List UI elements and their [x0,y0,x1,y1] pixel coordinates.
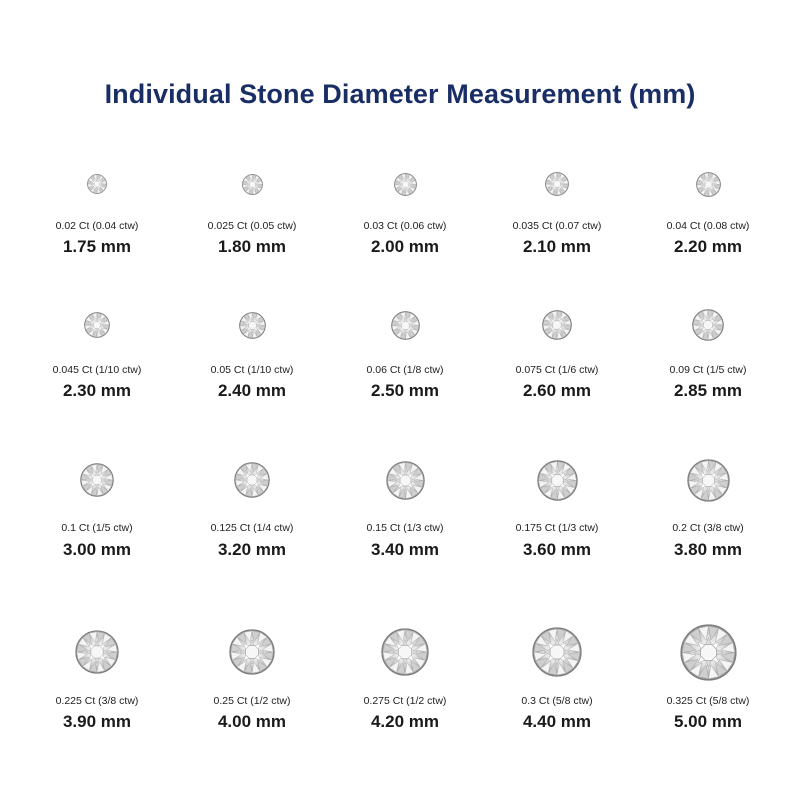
diamond-icon [242,174,263,195]
diamond-icon [692,309,724,341]
carat-label: 0.175 Ct (1/3 ctw) [515,522,599,534]
diamond-icon [234,462,270,498]
stone-image [172,629,332,675]
diameter-label: 2.85 mm [673,381,743,400]
carat-label: 0.05 Ct (1/10 ctw) [210,364,294,376]
carat-label: 0.2 Ct (3/8 ctw) [672,522,744,534]
stone-image [17,174,177,194]
diameter-label: 2.50 mm [370,381,440,400]
page-title: Individual Stone Diameter Measurement (mm) [104,79,696,109]
diameter-label: 3.80 mm [673,540,743,559]
carat-label: 0.325 Ct (5/8 ctw) [666,695,750,707]
diamond-icon [87,174,107,194]
diamond-icon [229,629,275,675]
diamond-icon [680,624,737,681]
stone-image [17,312,177,338]
diamond-icon [687,459,730,502]
stone-image [325,311,485,340]
carat-label: 0.25 Ct (1/2 ctw) [213,695,291,707]
diameter-label: 5.00 mm [673,712,743,731]
stone-image [172,462,332,498]
diamond-icon [696,172,721,197]
carat-label: 0.3 Ct (5/8 ctw) [521,695,593,707]
carat-label: 0.1 Ct (1/5 ctw) [61,522,133,534]
diameter-label: 2.40 mm [217,381,287,400]
stone-image [172,312,332,339]
diamond-icon [386,461,425,500]
carat-label: 0.035 Ct (0.07 ctw) [512,220,602,232]
diamond-icon [537,460,578,501]
stone-image [628,624,788,681]
diamond-icon [84,312,110,338]
diameter-label: 2.20 mm [673,237,743,256]
diamond-icon [545,172,569,196]
stone-image [172,174,332,195]
diameter-label: 3.90 mm [62,712,132,731]
stone-image [628,459,788,502]
diameter-label: 2.30 mm [62,381,132,400]
diamond-icon [532,627,582,677]
diameter-label: 1.80 mm [217,237,287,256]
diameter-label: 3.00 mm [62,540,132,559]
diamond-icon [394,173,417,196]
stone-image [477,627,637,677]
diameter-label: 4.00 mm [217,712,287,731]
carat-label: 0.09 Ct (1/5 ctw) [669,364,747,376]
diamond-icon [381,628,429,676]
diamond-icon [542,310,572,340]
diameter-label: 4.20 mm [370,712,440,731]
stone-image [325,173,485,196]
carat-label: 0.045 Ct (1/10 ctw) [52,364,142,376]
diameter-label: 1.75 mm [62,237,132,256]
carat-label: 0.225 Ct (3/8 ctw) [55,695,139,707]
diameter-label: 2.10 mm [522,237,592,256]
diameter-label: 4.40 mm [522,712,592,731]
carat-label: 0.025 Ct (0.05 ctw) [207,220,297,232]
carat-label: 0.03 Ct (0.06 ctw) [363,220,447,232]
diameter-label: 2.00 mm [370,237,440,256]
stone-image [628,309,788,341]
diamond-icon [239,312,266,339]
stone-image [628,172,788,197]
diamond-icon [75,630,119,674]
carat-label: 0.04 Ct (0.08 ctw) [666,220,750,232]
carat-label: 0.15 Ct (1/3 ctw) [366,522,444,534]
diamond-icon [391,311,420,340]
stone-image [477,460,637,501]
carat-label: 0.125 Ct (1/4 ctw) [210,522,294,534]
stone-image [325,628,485,676]
diameter-label: 3.40 mm [370,540,440,559]
stone-image [17,463,177,497]
stone-image [477,310,637,340]
carat-label: 0.275 Ct (1/2 ctw) [363,695,447,707]
stone-image [477,172,637,196]
diameter-label: 2.60 mm [522,381,592,400]
stone-image [17,630,177,674]
stone-image [325,461,485,500]
diameter-label: 3.20 mm [217,540,287,559]
carat-label: 0.075 Ct (1/6 ctw) [515,364,599,376]
carat-label: 0.06 Ct (1/8 ctw) [366,364,444,376]
diamond-icon [80,463,114,497]
diameter-label: 3.60 mm [522,540,592,559]
carat-label: 0.02 Ct (0.04 ctw) [55,220,139,232]
